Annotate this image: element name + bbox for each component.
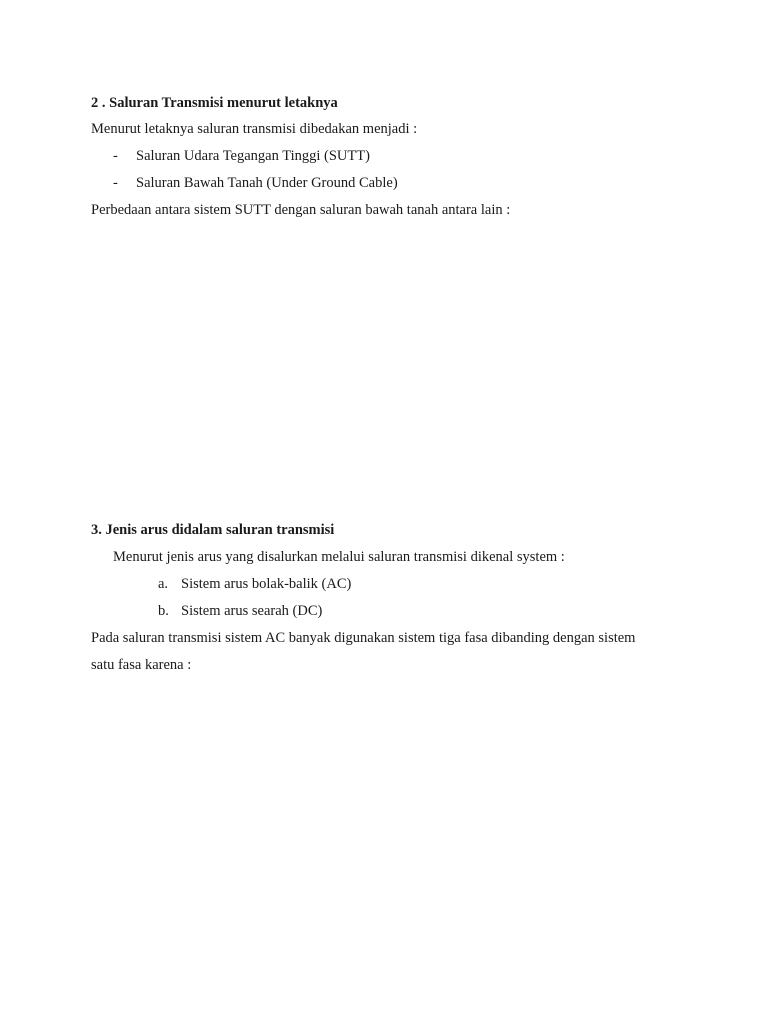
section-2-intro: Menurut letaknya saluran transmisi dibedakan menjadi : bbox=[91, 121, 418, 137]
section-2-closing: Perbedaan antara sistem SUTT dengan saluran bawah tanah antara lain : bbox=[91, 202, 511, 218]
list-item: Sistem arus bolak-balik (AC) bbox=[181, 576, 352, 592]
list-item: Saluran Bawah Tanah (Under Ground Cable) bbox=[136, 175, 398, 191]
section-2-heading: 2 . Saluran Transmisi menurut letaknya bbox=[91, 95, 338, 111]
list-item-marker: a. bbox=[158, 576, 169, 592]
section-3-closing-line-1: Pada saluran transmisi sistem AC banyak digunakan sistem tiga fasa dibanding dengan sistem bbox=[91, 630, 636, 646]
list-item: Saluran Udara Tegangan Tinggi (SUTT) bbox=[136, 148, 370, 164]
list-item-marker: - bbox=[113, 148, 118, 164]
section-3-heading: 3. Jenis arus didalam saluran transmisi bbox=[91, 522, 335, 538]
section-3-intro: Menurut jenis arus yang disalurkan melalui saluran transmisi dikenal system : bbox=[113, 549, 565, 565]
list-item-marker: b. bbox=[158, 603, 169, 619]
section-3-closing-line-2: satu fasa karena : bbox=[91, 657, 192, 673]
list-item-marker: - bbox=[113, 175, 118, 191]
list-item: Sistem arus searah (DC) bbox=[181, 603, 323, 619]
